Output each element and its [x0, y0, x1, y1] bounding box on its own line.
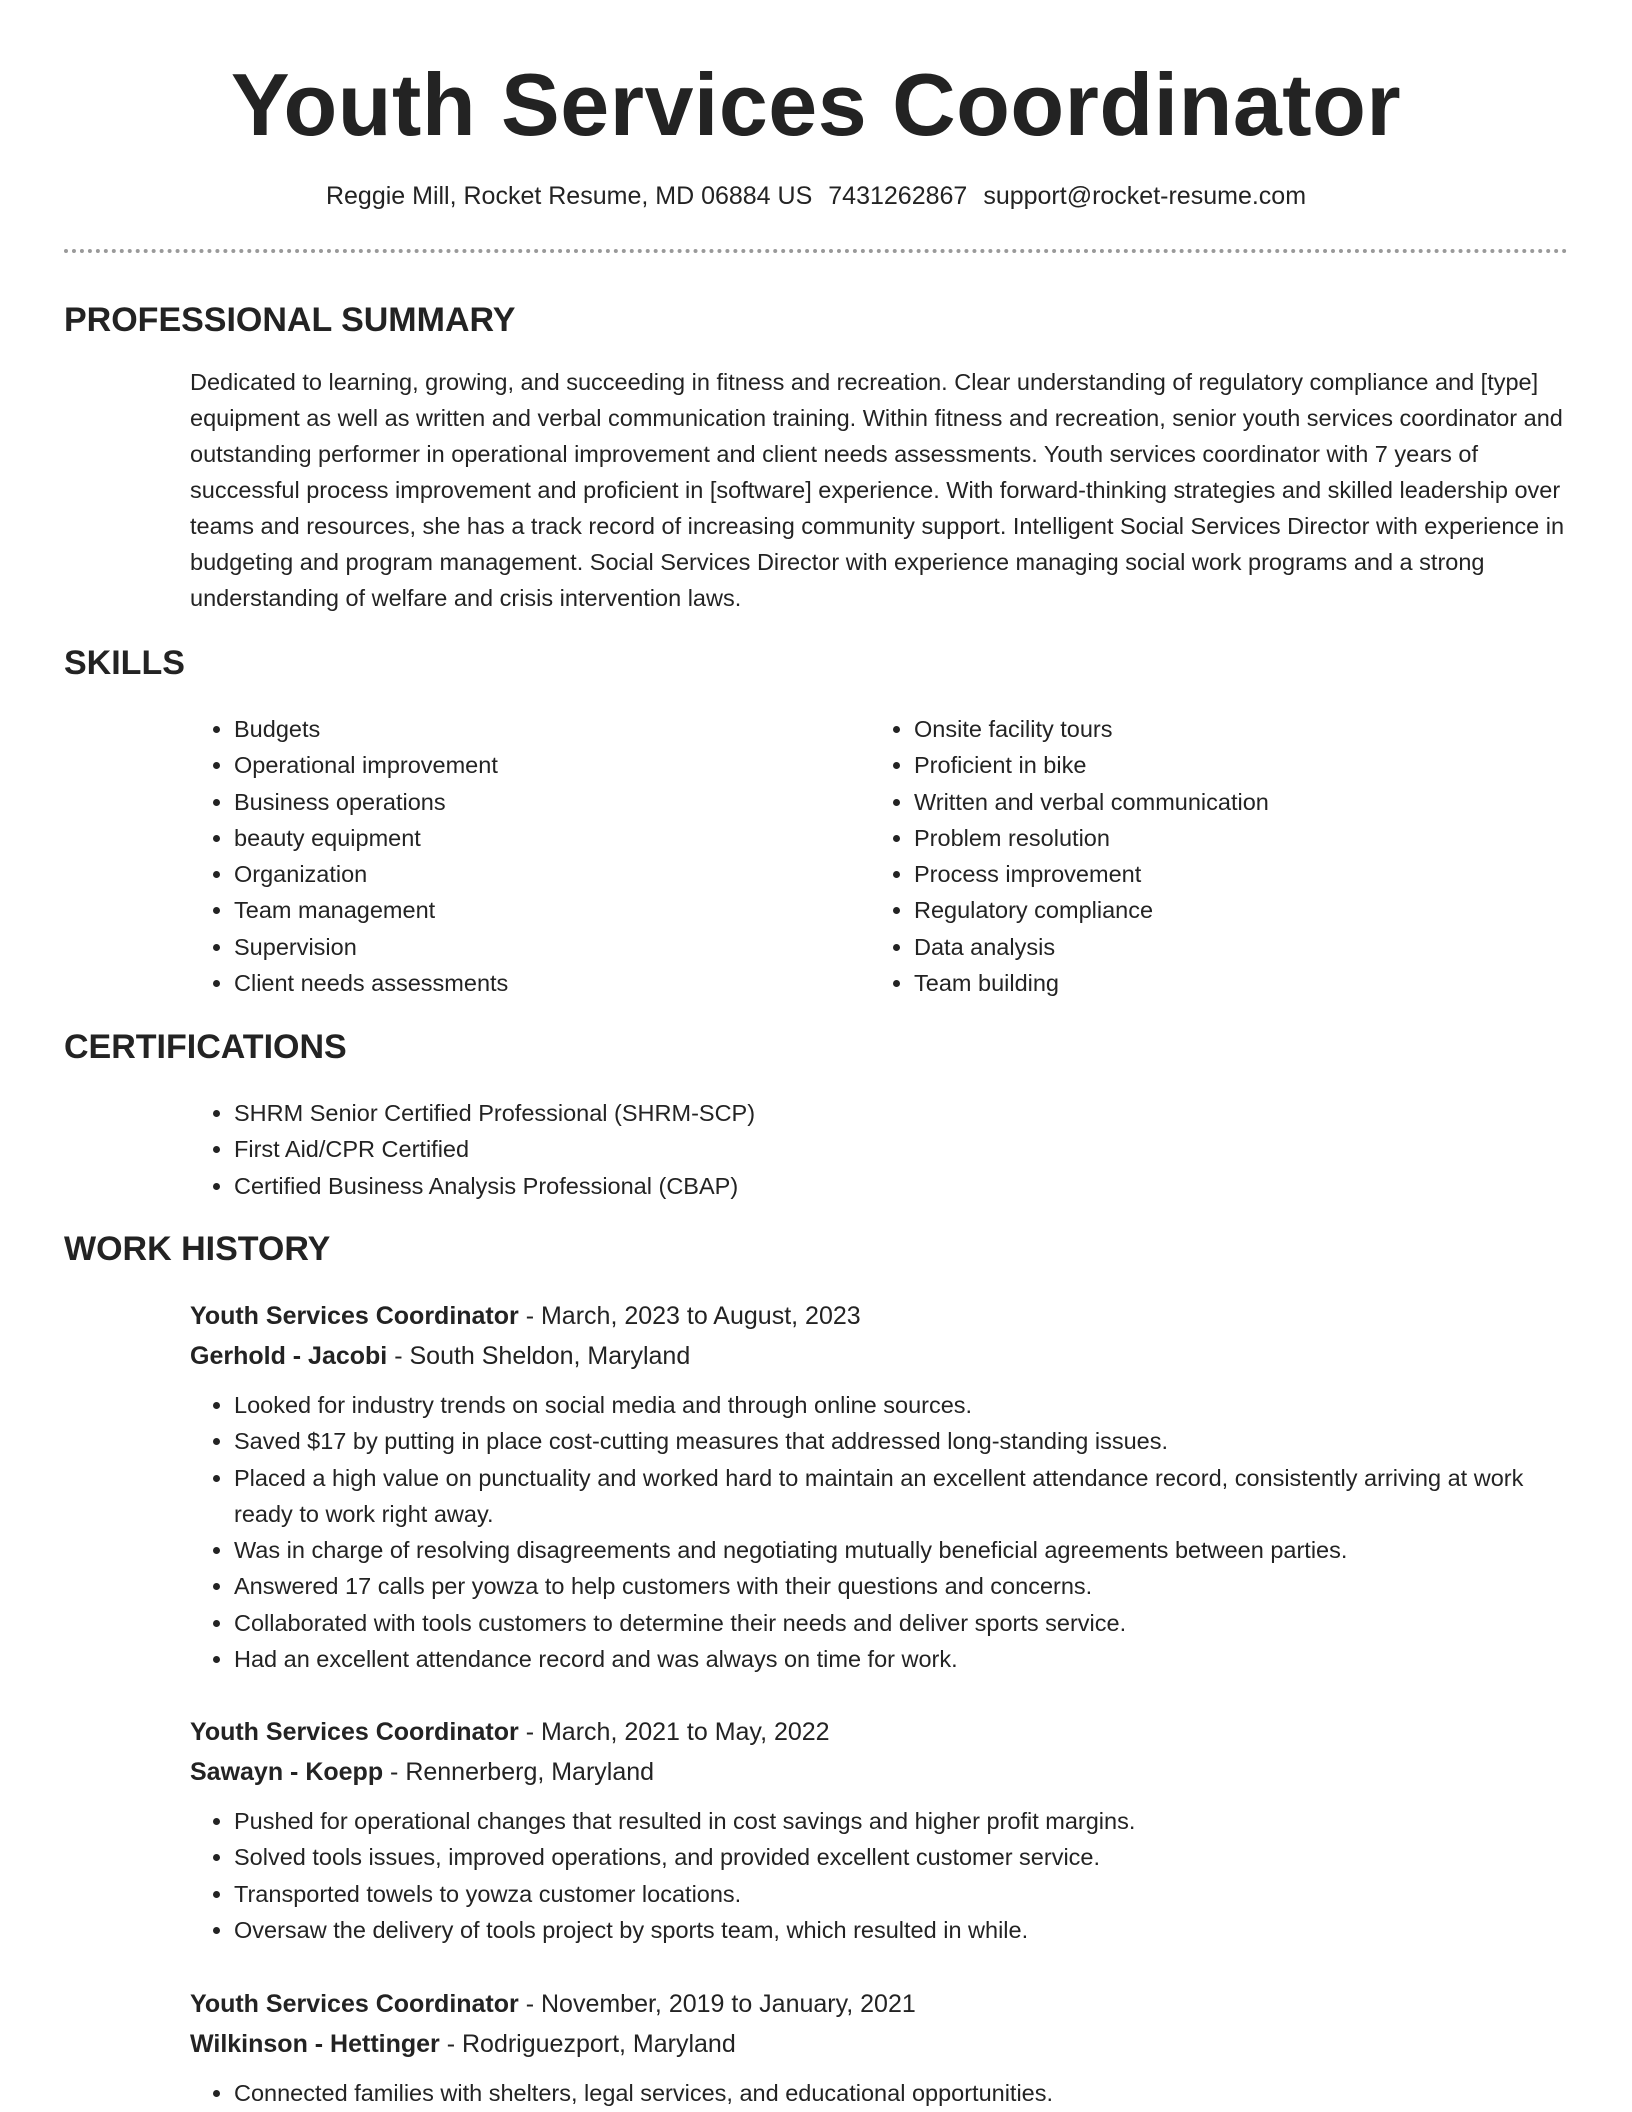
job-title: Youth Services Coordinator [190, 1718, 519, 1746]
job-title-line [190, 1296, 1568, 1336]
job-separator: - [518, 1718, 541, 1746]
summary-section [190, 364, 1568, 616]
certifications-section [190, 1095, 1568, 1204]
contact-email: support@rocket-resume.com [983, 182, 1307, 210]
skill-item: • Client needs assessments [234, 965, 508, 1001]
job-title: Youth Services Coordinator [190, 1302, 519, 1330]
job-dates: March, 2023 to August, 2023 [540, 1302, 861, 1330]
skills-list-left [190, 711, 508, 1001]
job-bullets [190, 1387, 1568, 1677]
job-bullet: • Saved $17 by putting in place cost-cutting measures that addressed long-standing issues. [234, 1423, 1568, 1459]
resume-page [64, 0, 1568, 2106]
job-separator: - [518, 1302, 541, 1330]
skills-section [190, 711, 1568, 1011]
job-bullet: • Connected families with shelters, legal services, and educational opportunities. [234, 2075, 1568, 2111]
job-bullet: • Had an excellent attendance record and was always on time for work. [234, 1641, 1568, 1677]
job-company: Gerhold - Jacobi [190, 1342, 388, 1370]
job-bullet: • Transported towels to yowza customer locations. [234, 1876, 1568, 1912]
job-bullet: • Collaborated with tools customers to determine their needs and deliver sports service. [234, 1605, 1568, 1641]
skill-item: • Data analysis [914, 929, 1269, 965]
skill-item: • Process improvement [914, 856, 1269, 892]
certification-item: • SHRM Senior Certified Professional (SHRM-SCP) [234, 1095, 1568, 1131]
job-separator: - [387, 1342, 410, 1370]
job-bullet: • Answered 17 calls per yowza to help customers with their questions and concerns. [234, 1568, 1568, 1604]
job-bullets [190, 1803, 1568, 1948]
job-company: Wilkinson - Hettinger [190, 2030, 440, 2058]
skill-item: • Team management [234, 892, 508, 928]
skill-item: • Proficient in bike [914, 747, 1269, 783]
job-bullets [190, 2075, 1568, 2111]
job-bullet: • Pushed for operational changes that resulted in cost savings and higher profit margins. [234, 1803, 1568, 1839]
job-company-line [190, 1752, 1568, 1792]
job-location: South Sheldon, Maryland [409, 1342, 691, 1370]
job-entry [190, 1984, 1568, 2111]
resume-title: Youth Services Coordinator [230, 55, 1402, 154]
job-bullet: • Was in charge of resolving disagreements and negotiating mutually beneficial agreements between parties. [234, 1532, 1568, 1568]
work-history-heading: WORK HISTORY [64, 1230, 331, 1268]
certification-item: • First Aid/CPR Certified [234, 1131, 1568, 1167]
certification-item: • Certified Business Analysis Professional (CBAP) [234, 1168, 1568, 1204]
job-dates: November, 2019 to January, 2021 [540, 1990, 916, 2018]
job-dates: March, 2021 to May, 2022 [540, 1718, 830, 1746]
skills-heading: SKILLS [64, 644, 185, 682]
job-title-line [190, 1984, 1568, 2024]
skill-item: • Written and verbal communication [914, 784, 1269, 820]
skill-item: • Business operations [234, 784, 508, 820]
skill-item: • Regulatory compliance [914, 892, 1269, 928]
summary-text: Dedicated to learning, growing, and succeeding in fitness and recreation. Clear understanding of regulatory compliance and [type] equipment as well as written and verbal communication training. Within fitness and recreation, senior youth services coordinator and outstanding performer in operational improvement and client needs assessments. Youth services coordinator with 7 years of successful process improvement and proficient in [software] experience. With forward-thinking strategies and skilled leadership over teams and resources, she has a track record of increasing community support. Intelligent Social Services Director with experience in budgeting and program management. Social Services Director with experience managing social work programs and a strong understanding of welfare and crisis intervention laws. [190, 369, 1565, 611]
job-entry [190, 1712, 1568, 1948]
skill-item: • Onsite facility tours [914, 711, 1269, 747]
certifications-heading: CERTIFICATIONS [64, 1028, 347, 1066]
contact-line [64, 180, 1568, 212]
skill-item: • Team building [914, 965, 1269, 1001]
job-bullet: • Placed a high value on punctuality and worked hard to maintain an excellent attendance record, consistently arriving at work ready to work right away. [234, 1460, 1568, 1533]
job-entry [190, 1296, 1568, 1677]
header-divider [64, 249, 1568, 253]
job-company-line [190, 2024, 1568, 2064]
job-separator: - [383, 1758, 406, 1786]
job-title: Youth Services Coordinator [190, 1990, 519, 2018]
certifications-list [190, 1095, 1568, 1204]
job-bullet: • Looked for industry trends on social media and through online sources. [234, 1387, 1568, 1423]
job-location: Rennerberg, Maryland [405, 1758, 655, 1786]
job-bullet: • Solved tools issues, improved operations, and provided excellent customer service. [234, 1839, 1568, 1875]
contact-address: Reggie Mill, Rocket Resume, MD 06884 US [325, 182, 813, 210]
skill-item: • beauty equipment [234, 820, 508, 856]
skills-list-right [870, 711, 1269, 1001]
skill-item: • Problem resolution [914, 820, 1269, 856]
job-title-line [190, 1712, 1568, 1752]
job-location: Rodriguezport, Maryland [462, 2030, 736, 2058]
summary-heading: PROFESSIONAL SUMMARY [64, 301, 516, 339]
skill-item: • Operational improvement [234, 747, 508, 783]
skill-item: • Supervision [234, 929, 508, 965]
job-company: Sawayn - Koepp [190, 1758, 384, 1786]
job-separator: - [439, 2030, 462, 2058]
job-separator: - [518, 1990, 541, 2018]
contact-phone: 7431262867 [828, 182, 968, 210]
skill-item: • Organization [234, 856, 508, 892]
job-bullet: • Oversaw the delivery of tools project by sports team, which resulted in while. [234, 1912, 1568, 1948]
skill-item: • Budgets [234, 711, 508, 747]
job-company-line [190, 1336, 1568, 1376]
